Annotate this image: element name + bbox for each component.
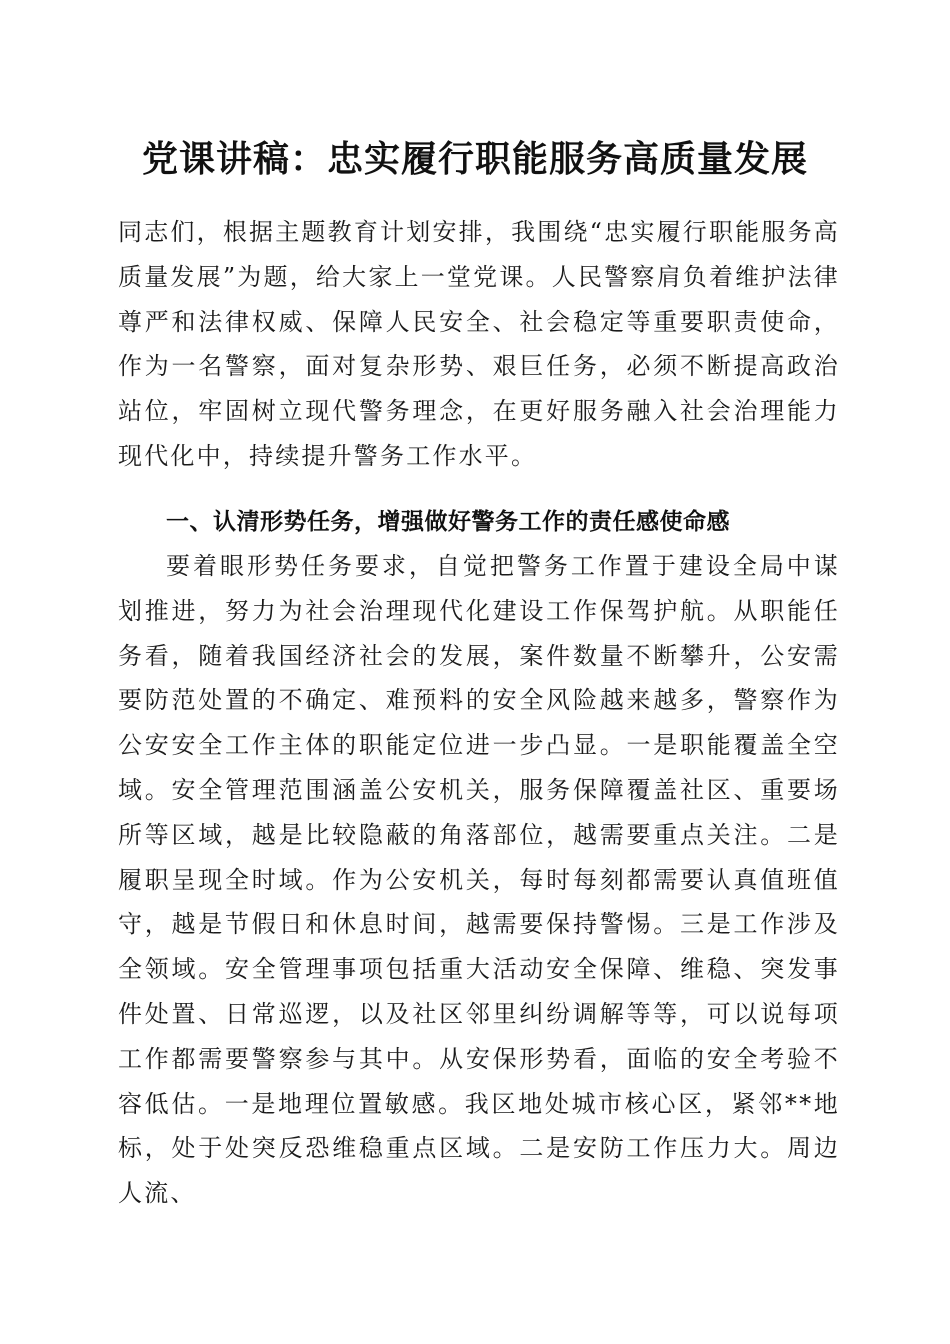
intro-section	[118, 210, 840, 479]
section-body	[118, 544, 840, 1216]
section-heading: 一、认清形势任务，增强做好警务工作的责任感使命感	[166, 509, 730, 535]
intro-paragraph: 同志们，根据主题教育计划安排，我围绕“忠实履行职能服务高质量发展”为题，给大家上一堂党课。人民警察肩负着维护法律尊严和法律权威、保障人民安全、社会稳定等重要职责使命，作为一名警察，面对复杂形势、艰巨任务，必须不断提高政治站位，牢固树立现代警务理念，在更好服务融入社会治理能力现代化中，持续提升警务工作水平。	[118, 218, 840, 470]
document-title: 党课讲稿：忠实履行职能服务高质量发展	[141, 138, 808, 180]
section-paragraph: 要着眼形势任务要求，自觉把警务工作置于建设全局中谋划推进，努力为社会治理现代化建设工作保驾护航。从职能任务看，随着我国经济社会的发展，案件数量不断攀升，公安需要防范处置的不确定、难预料的安全风险越来越多，警察作为公安安全工作主体的职能定位进一步凸显。一是职能覆盖全空域。安全管理范围涵盖公安机关，服务保障覆盖社区、重要场所等区域，越是比较隐蔽的角落部位，越需要重点关注。二是履职呈现全时域。作为公安机关，每时每刻都需要认真值班值守，越是节假日和休息时间，越需要保持警惕。三是工作涉及全领域。安全管理事项包括重大活动安全保障、维稳、突发事件处置、日常巡逻，以及社区邻里纠纷调解等等，可以说每项工作都需要警察参与其中。从安保形势看，面临的安全考验不容低估。一是地理位置敏感。我区地处城市核心区，紧邻**地标，处于处突反恐维稳重点区域。二是安防工作压力大。周边人流、	[118, 552, 840, 1208]
